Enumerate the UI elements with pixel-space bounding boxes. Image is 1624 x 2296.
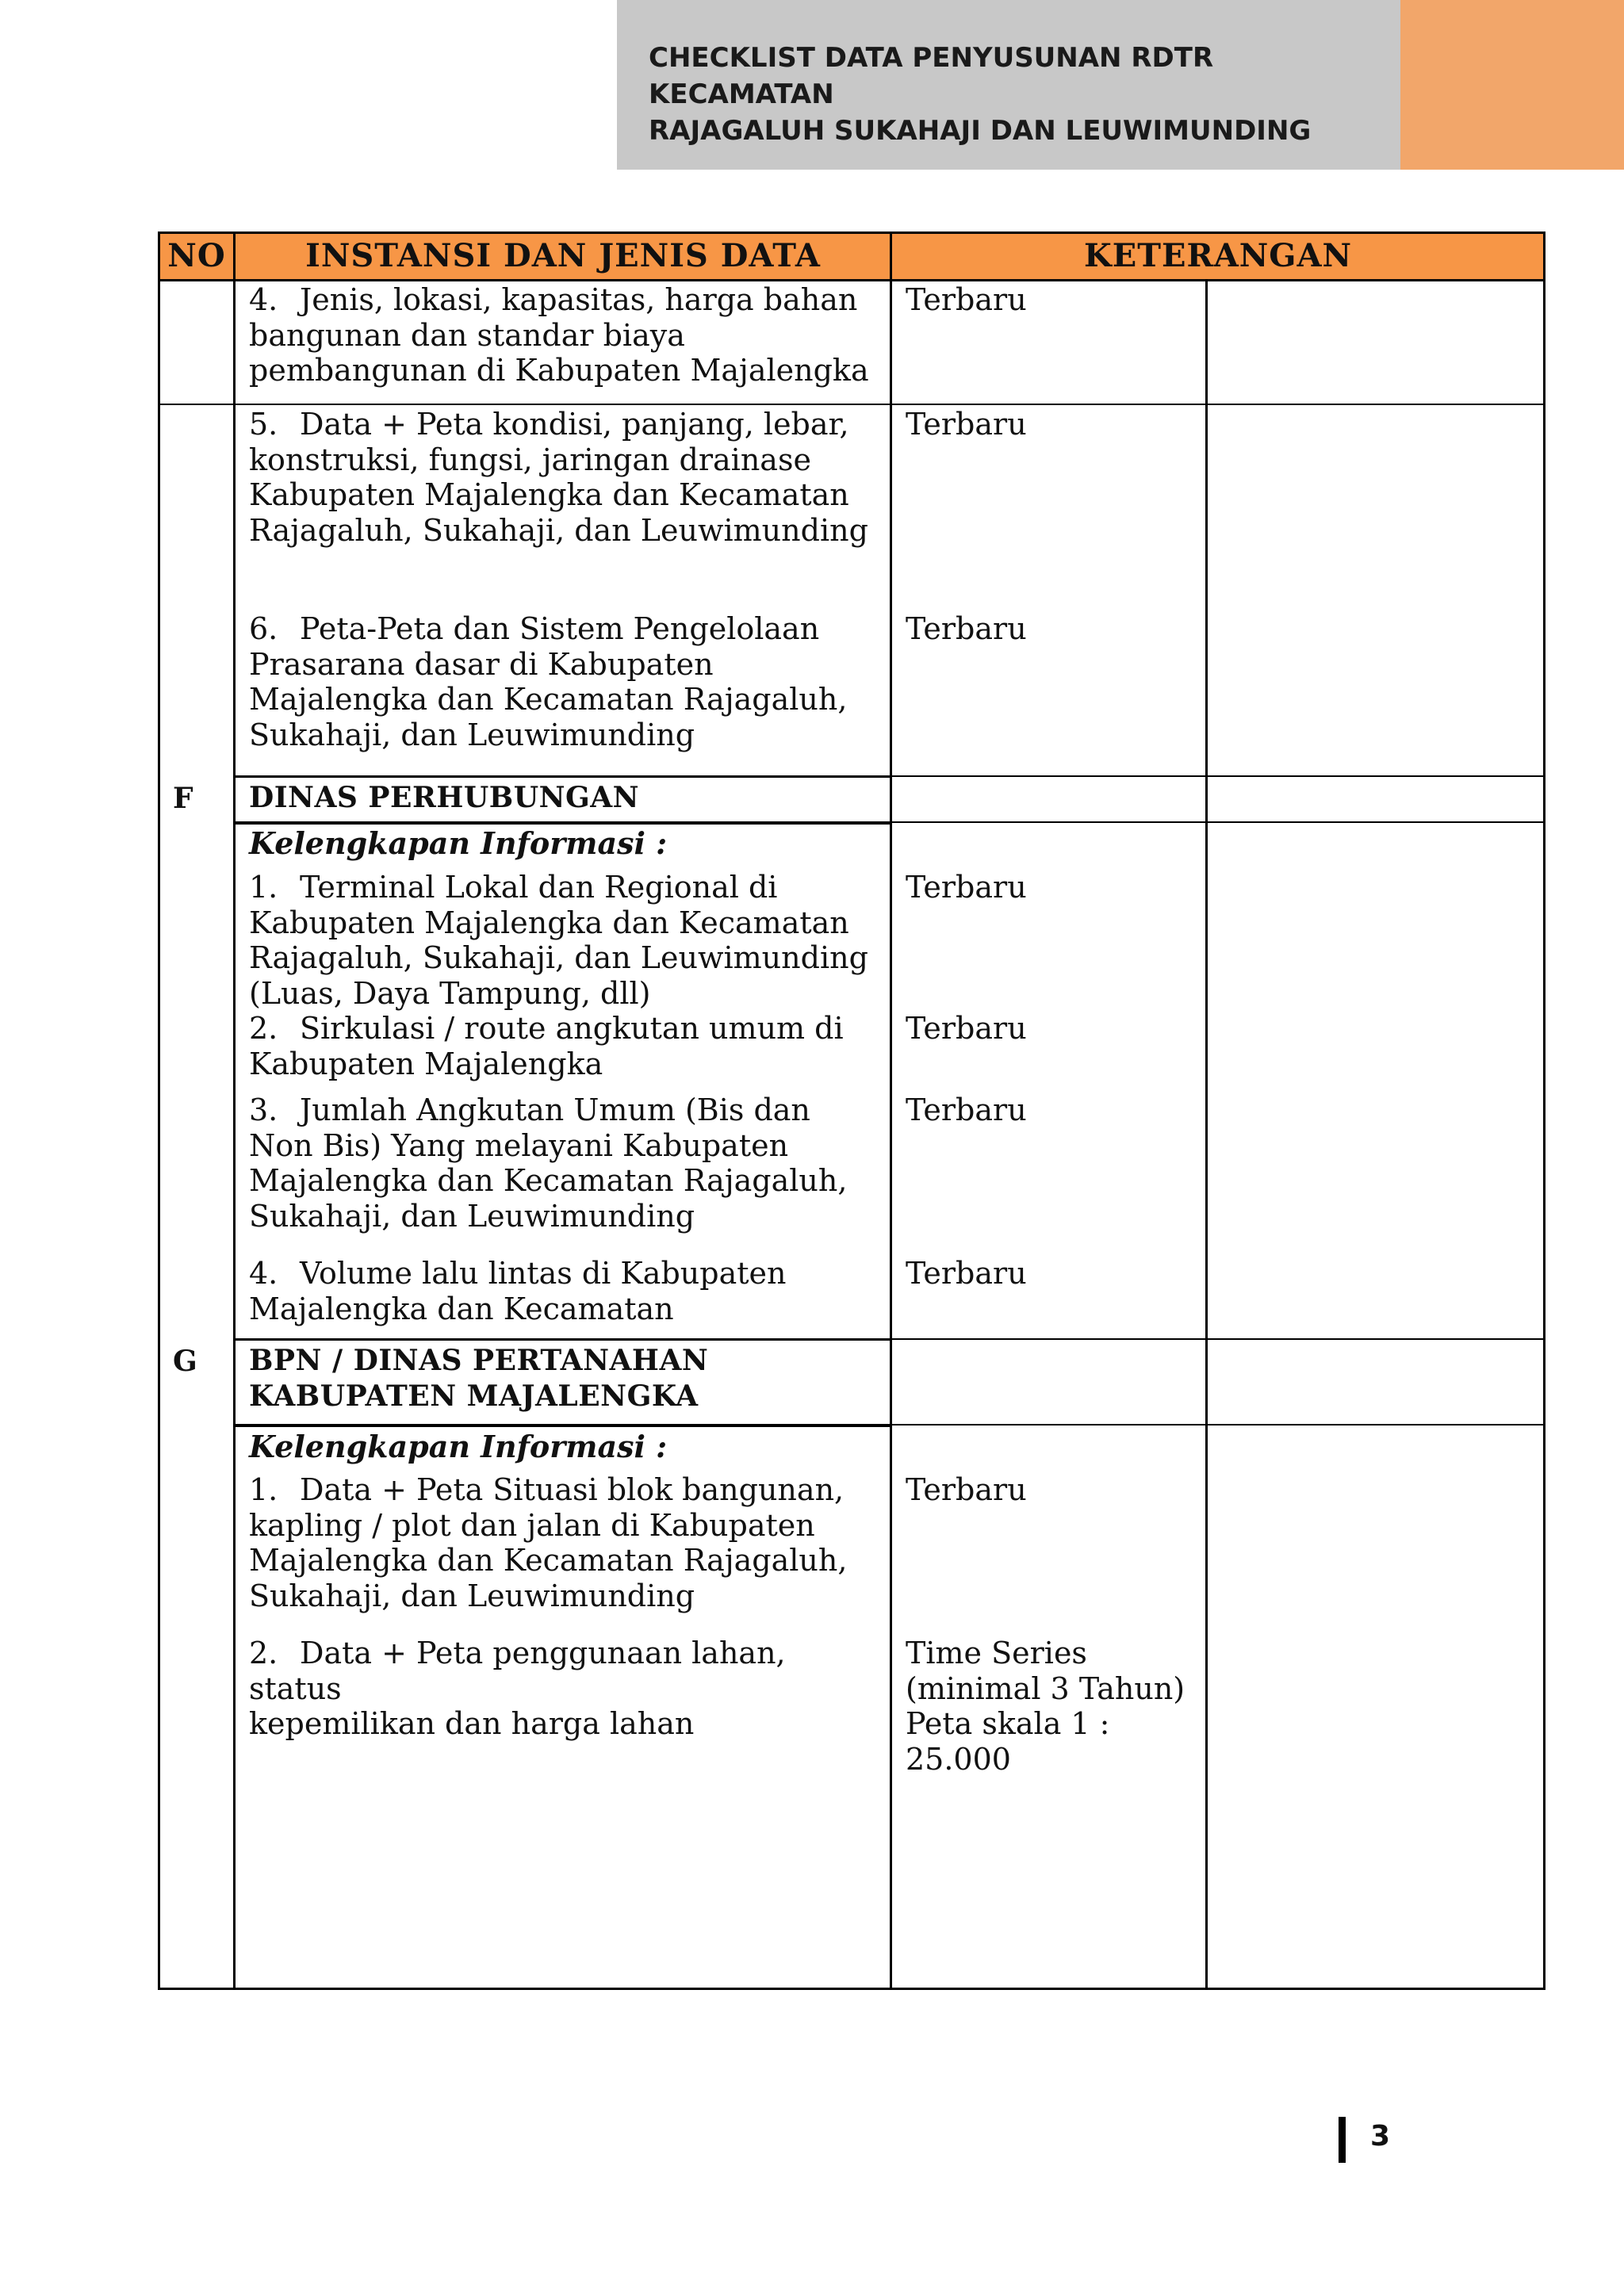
keterangan-line: (minimal 3 Tahun) (906, 1670, 1185, 1706)
table-header-bottom (158, 279, 1545, 281)
section-f-ket-bottom (890, 821, 1545, 823)
item-text: Kabupaten Majalengka dan Kecamatan (249, 905, 849, 940)
item-text: Data + Peta penggunaan lahan, status (249, 1636, 786, 1706)
list-item (249, 282, 875, 388)
table-border-left (158, 232, 160, 1990)
keterangan-line: Time Series (906, 1636, 1087, 1670)
item-text: Prasarana dasar di Kabupaten (249, 646, 714, 682)
section-subtitle-g: Kelengkapan Informasi : (249, 1429, 668, 1464)
column-header-no: NO (159, 232, 235, 281)
item-text: Rajagaluh, Sukahaji, dan Leuwimunding (249, 940, 868, 975)
keterangan-line: Peta skala 1 : (906, 1706, 1110, 1741)
page-number: 3 (1370, 2120, 1391, 2152)
table-divider-no (233, 232, 236, 1990)
item-number: 5. (249, 407, 278, 442)
item-text: Sukahaji, dan Leuwimunding (249, 1578, 695, 1613)
table-border-bottom (158, 1988, 1545, 1990)
keterangan-value: Terbaru (906, 611, 1027, 646)
item-number: 4. (249, 282, 278, 317)
item-text: Data + Peta kondisi, panjang, lebar, (300, 407, 849, 442)
keterangan-value: Terbaru (906, 1256, 1027, 1291)
item-number: 2. (249, 1011, 278, 1046)
section-g-title-top (233, 1338, 891, 1341)
item-number: 1. (249, 870, 278, 905)
keterangan-value: Terbaru (906, 1093, 1027, 1127)
table-divider-keterangan (1205, 281, 1208, 1990)
item-number: 6. (249, 611, 278, 646)
keterangan-value: Terbaru (906, 870, 1027, 905)
table-divider-instansi (890, 232, 892, 1990)
item-number: 2. (249, 1636, 278, 1670)
section-title-f: DINAS PERHUBUNGAN (249, 781, 640, 814)
list-item (249, 870, 875, 1011)
keterangan-value: Terbaru (906, 1011, 1027, 1046)
item-text: kepemilikan dan harga lahan (249, 1706, 695, 1741)
item-text: Majalengka dan Kecamatan Rajagaluh, (249, 1163, 848, 1198)
item-text: bangunan dan standar biaya (249, 317, 685, 353)
item-text: Sukahaji, dan Leuwimunding (249, 717, 695, 752)
keterangan-value (906, 1636, 1191, 1777)
item-number: 3. (249, 1093, 278, 1127)
item-text: konstruksi, fungsi, jaringan drainase (249, 442, 811, 477)
keterangan-line: 25.000 (906, 1741, 1011, 1777)
section-f-title-top (233, 775, 891, 778)
item-text: kapling / plot dan jalan di Kabupaten (249, 1507, 815, 1543)
item-text: Majalengka dan Kecamatan Rajagaluh, (249, 682, 848, 717)
item-text: Non Bis) Yang melayani Kabupaten (249, 1127, 789, 1163)
item-text: Kabupaten Majalengka dan Kecamatan (249, 477, 849, 512)
item-number: 1. (249, 1472, 278, 1507)
list-item (249, 1472, 875, 1613)
section-letter-g: G (173, 1345, 197, 1378)
page-number-bar (1339, 2117, 1346, 2163)
item-text: pembangunan di Kabupaten Majalengka (249, 353, 869, 388)
table-border-right (1543, 232, 1545, 1990)
section-f-title-bottom (233, 821, 891, 825)
item-text: Majalengka dan Kecamatan Rajagaluh, (249, 1543, 848, 1578)
item-text: Data + Peta Situasi blok bangunan, (300, 1472, 845, 1507)
item-text: Peta-Peta dan Sistem Pengelolaan (300, 611, 820, 646)
list-item (249, 611, 875, 752)
keterangan-value: Terbaru (906, 407, 1027, 442)
item-text: Sukahaji, dan Leuwimunding (249, 1198, 695, 1234)
item-text: (Luas, Daya Tampung, dll) (249, 975, 651, 1011)
item-number: 4. (249, 1256, 278, 1291)
list-item (249, 1011, 875, 1081)
item-text: Majalengka dan Kecamatan (249, 1291, 674, 1326)
item-text: Kabupaten Majalengka (249, 1046, 603, 1081)
section-subtitle-f: Kelengkapan Informasi : (249, 825, 668, 861)
column-header-keterangan: KETERANGAN (891, 232, 1545, 281)
item-text: Jumlah Angkutan Umum (Bis dan (300, 1093, 810, 1127)
section-letter-f: F (173, 782, 193, 815)
section-title-g-line-1: BPN / DINAS PERTANAHAN (249, 1344, 709, 1377)
keterangan-value: Terbaru (906, 282, 1027, 317)
list-item (249, 1093, 875, 1234)
item-text: Sirkulasi / route angkutan umum di (300, 1011, 844, 1046)
section-title-g (249, 1343, 875, 1414)
list-item (249, 407, 875, 548)
column-header-instansi: INSTANSI DAN JENIS DATA (235, 232, 891, 281)
section-g-ket-bottom (890, 1424, 1545, 1425)
item-text: Jenis, lokasi, kapasitas, harga bahan (300, 282, 858, 317)
row-divider (158, 404, 1545, 405)
list-item (249, 1636, 875, 1742)
section-title-g-line-2: KABUPATEN MAJALENGKA (249, 1379, 699, 1413)
keterangan-value: Terbaru (906, 1472, 1027, 1507)
document-title-line-1: CHECKLIST DATA PENYUSUNAN RDTR KECAMATAN (649, 42, 1214, 110)
section-g-ket-top (890, 1338, 1545, 1340)
section-f-ket-top (890, 775, 1545, 777)
document-title-line-2: RAJAGALUH SUKAHAJI DAN LEUWIMUNDING (649, 115, 1312, 147)
item-text: Volume lalu lintas di Kabupaten (300, 1256, 787, 1291)
table-border-top (158, 232, 1545, 234)
item-text: Rajagaluh, Sukahaji, dan Leuwimunding (249, 512, 868, 548)
section-g-title-bottom (233, 1424, 891, 1427)
list-item (249, 1256, 875, 1326)
item-text: Terminal Lokal dan Regional di (300, 870, 778, 905)
